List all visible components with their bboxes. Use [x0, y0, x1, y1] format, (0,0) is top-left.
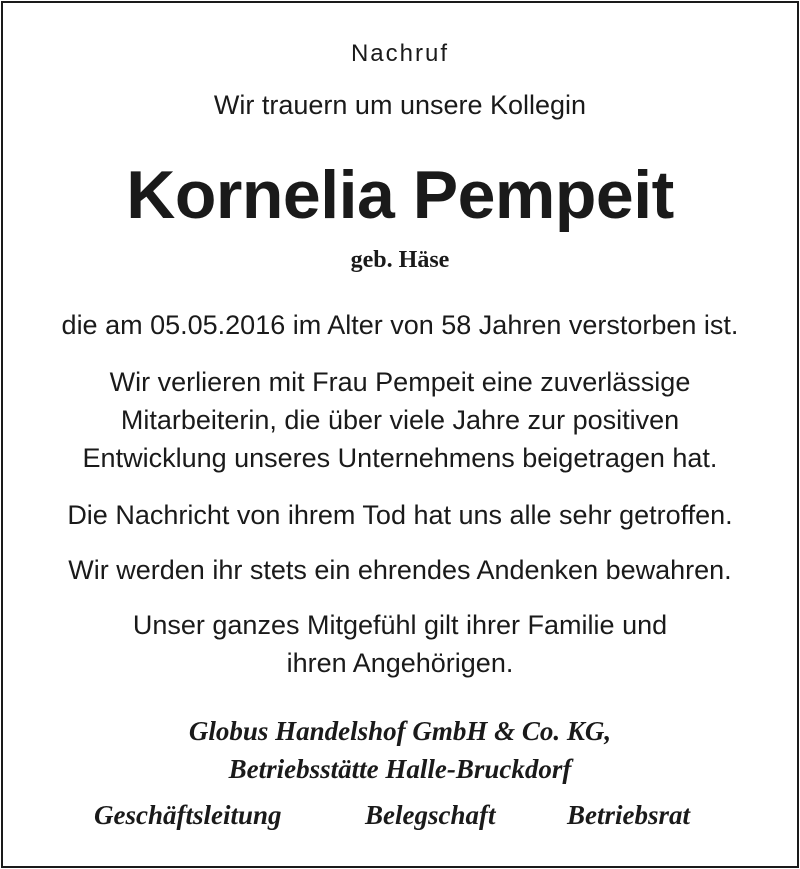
maiden-name: geb. Häse: [350, 247, 450, 273]
company-name: Globus Handelshof GmbH & Co. KG,: [188, 716, 612, 746]
paragraph4-line-1: Unser ganzes Mitgefühl gilt ihrer Familie und: [132, 610, 668, 640]
role-works-council: Betriebsrat: [567, 800, 691, 830]
role-management: Geschäftsleitung: [94, 800, 282, 830]
paragraph1-line-2: Mitarbeiterin, die über viele Jahre zur positiven: [120, 405, 680, 435]
deceased-name: Kornelia Pempeit: [126, 157, 674, 233]
death-line: die am 05.05.2016 im Alter von 58 Jahren verstorben ist.: [61, 310, 739, 340]
paragraph2: Die Nachricht von ihrem Tod hat uns alle sehr getroffen.: [67, 500, 733, 530]
paragraph3: Wir werden ihr stets ein ehrendes Andenken bewahren.: [68, 555, 732, 585]
paragraph4-line-2: ihren Angehörigen.: [286, 648, 514, 678]
paragraph1-line-1: Wir verlieren mit Frau Pempeit eine zuverlässige: [109, 367, 691, 397]
paragraph1-line-3: Entwicklung unseres Unternehmens beigetragen hat.: [82, 443, 718, 473]
signatory-roles: [0, 800, 800, 836]
company-site: Betriebsstätte Halle-Bruckdorf: [228, 754, 572, 784]
role-staff: Belegschaft: [365, 800, 496, 830]
notice-heading: Nachruf: [350, 40, 450, 67]
intro-line: Wir trauern um unsere Kollegin: [213, 90, 587, 120]
